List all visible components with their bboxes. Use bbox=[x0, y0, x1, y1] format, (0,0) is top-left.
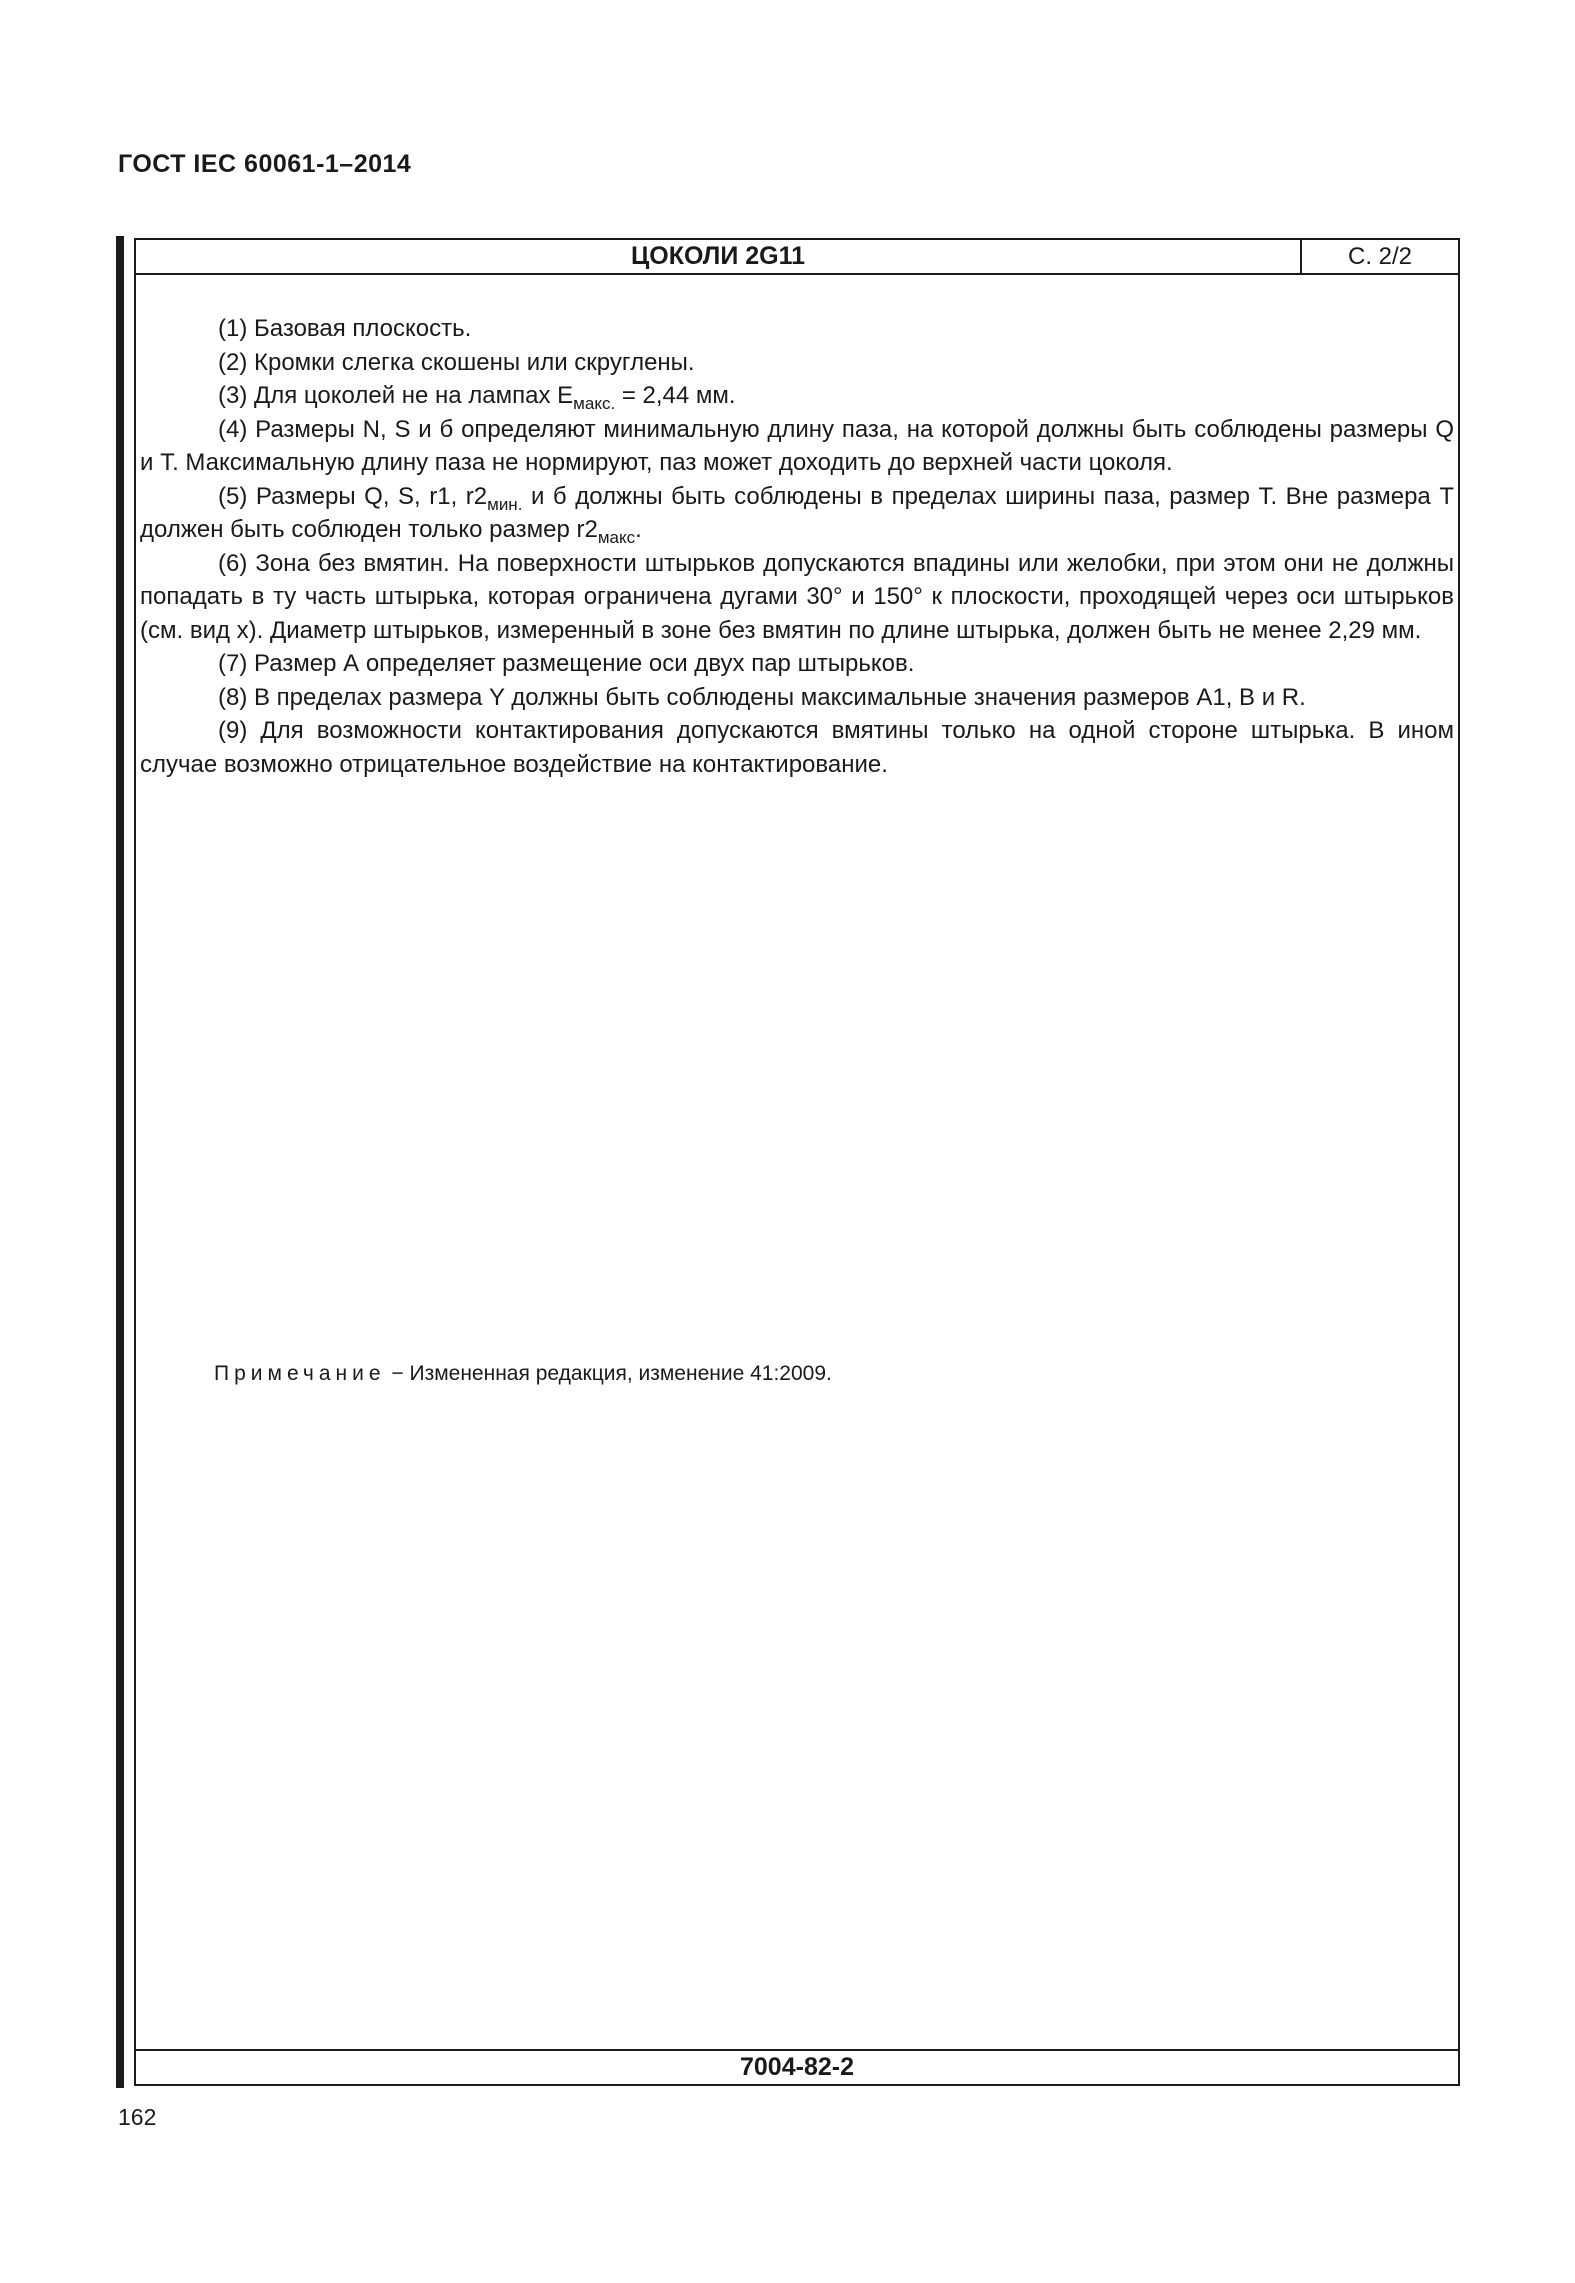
note-6: (6) Зона без вмятин. На поверхности штырьков допускаются впадины или желобки, при этом они не должны попадать в ту часть штырька, которая ограничена дугами 30° и 150° к плоскости, проходящей через оси штырьков (см. вид х). Диаметр штырьков, измеренный в зоне без вмятин по длине штырька, должен быть не менее 2,29 мм. bbox=[140, 549, 1454, 644]
remark-text: − Измененная редакция, изменение 41:2009. bbox=[385, 1362, 832, 1385]
note-3-subscript: макс. bbox=[573, 394, 616, 413]
note-9: (9) Для возможности контактирования допускаются вмятины только на одной стороне штырька. В ином случае возможно отрицательное воздействие на контактирование. bbox=[140, 717, 1454, 778]
note-2: (2) Кромки слегка скошены или скруглены. bbox=[218, 348, 695, 376]
note-3-text-a: (3) Для цоколей не на лампах E bbox=[218, 382, 574, 409]
sheet-page-ref: С. 2/2 bbox=[1347, 243, 1413, 270]
sheet-title-row bbox=[136, 240, 1458, 275]
note-5 bbox=[140, 480, 1454, 547]
note-3-text-b: = 2,44 мм. bbox=[615, 382, 736, 409]
note-3 bbox=[140, 379, 1454, 413]
sheet-frame bbox=[134, 238, 1460, 2086]
document-header: ГОСТ IEC 60061-1–2014 bbox=[118, 150, 412, 178]
page-number: 162 bbox=[118, 2104, 157, 2130]
change-bar bbox=[116, 236, 124, 2088]
note-1: (1) Базовая плоскость. bbox=[218, 315, 472, 342]
note-4: (4) Размеры N, S и б определяют минимальную длину паза, на которой должны быть соблюдены размеры Q и Т. Максимальную длину паза не нормируют, паз может доходить до верхней части цоколя. bbox=[140, 415, 1454, 476]
sheet-title: ЦОКОЛИ 2G11 bbox=[136, 240, 1302, 273]
note-7: (7) Размер А определяет размещение оси двух пар штырьков. bbox=[218, 650, 915, 677]
note-5-subscript-max: макс bbox=[597, 528, 636, 547]
remark-label: Примечание bbox=[214, 1362, 386, 1385]
note-8: (8) В пределах размера Y должны быть соблюдены максимальные значения размеров А1, В и R. bbox=[218, 683, 1306, 711]
note-5-subscript-min: мин. bbox=[487, 494, 523, 514]
note-5-text-c: . bbox=[635, 516, 642, 543]
note-5-text-a: (5) Размеры Q, S, r1, r2 bbox=[218, 482, 488, 510]
sheet-code: 7004-82-2 bbox=[136, 2049, 1458, 2084]
notes-body bbox=[140, 312, 1454, 781]
note-5-text-b: и б должны быть соблюдены в пределах ширины паза, размер Т. Вне размера Т должен быть соблюден только размер r2 bbox=[140, 482, 1454, 543]
remark bbox=[214, 1362, 832, 1386]
